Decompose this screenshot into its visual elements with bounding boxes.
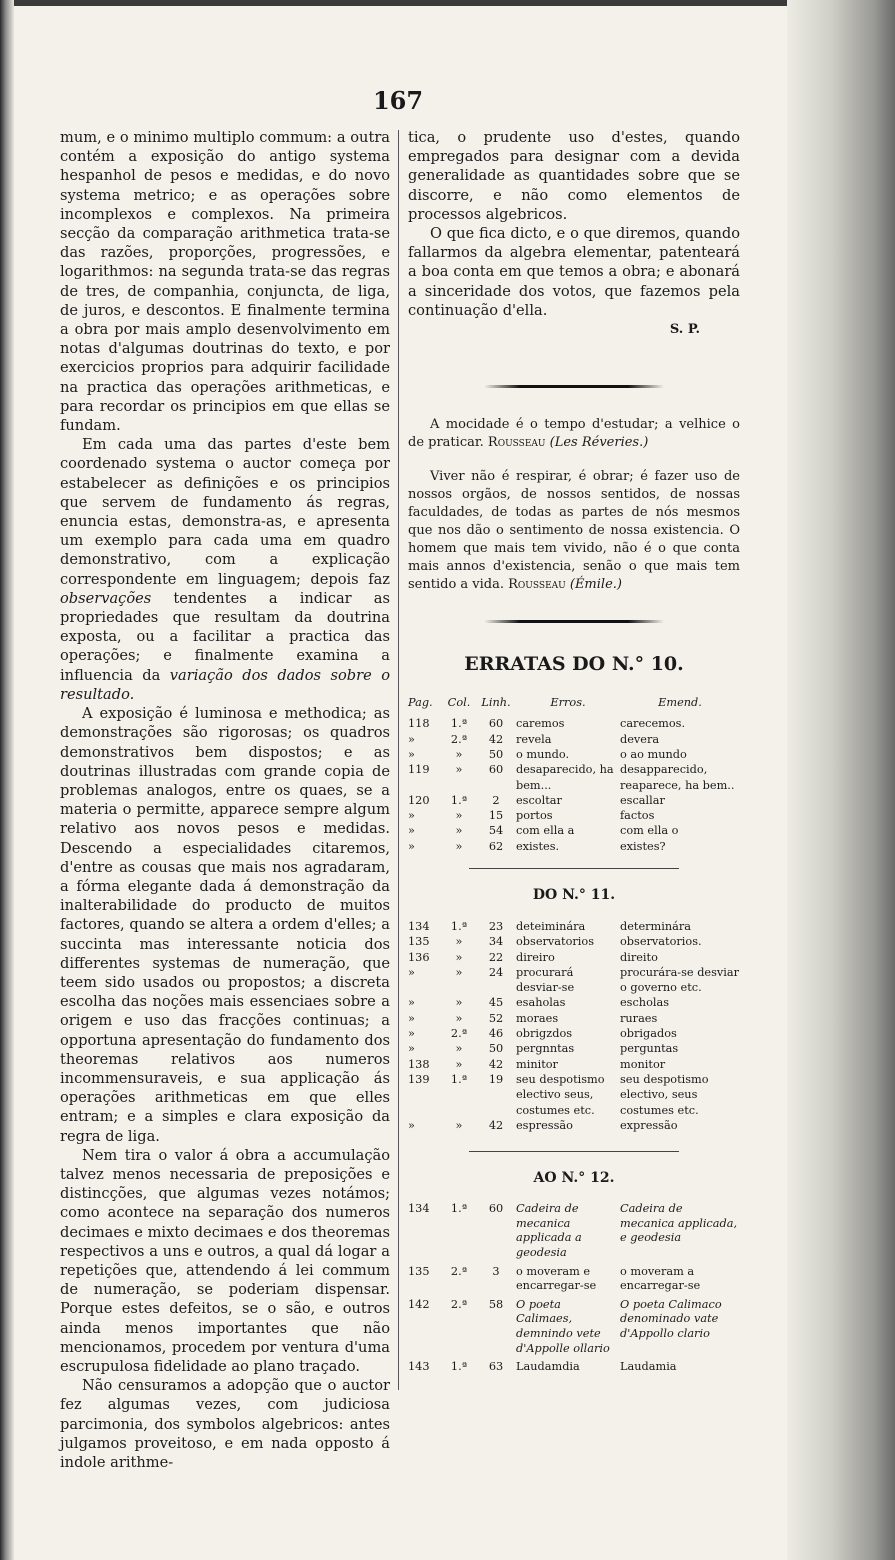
errata-n12-row [408,1265,740,1298]
errata-n11-erro: direiro [516,950,555,964]
errata-n12-linh: 60 [488,1202,504,1216]
section-rule-2 [469,1151,679,1152]
errata-n12-erro: O poeta Calimaes, demnindo vete d'Appolle ollario [516,1297,610,1355]
errata-n11-pag: » [408,1027,415,1041]
errata-n10-pag: 120 [408,793,430,807]
quote-youth [408,416,740,452]
errata-n10-linh: 50 [488,747,504,761]
errata-n10-linh: 60 [488,717,504,731]
errata-n10-emend: com ella o [620,824,679,838]
errata-n10-linh: 42 [488,732,504,746]
errata-n10-pag: » [408,732,415,746]
separator-rule-2 [484,620,664,623]
errata-n11-linh: 34 [488,935,504,949]
errata-n11-erro: observatorios [516,935,594,949]
errata-n11-row [408,934,740,949]
errata-n12-linh: 3 [492,1264,500,1278]
left-paragraph-3: A exposição é luminosa e methodica; as demonstrações são rigorosas; os quadros demonstrativos bem dispostos; e as doutrinas illustradas com grande copia de problemas analogos, entre os quaes, se a materia o permitte, apparece sempre algum relativo aos novos pesos e medidas. Descendo a especialidades citaremos, d'entre as cousas que mais nos agradaram, a fórma elegante dada á demonstração da inalterabilidade do producto de muitos factores, quando se altera a ordem d'elles; a succinta mas interessante noticia dos differentes systemas de numeração, que teem sido usados ou propostos; a discreta escolha das noções mais essenciaes sobre a origem e uso das fracções continuas; a opportuna apresentação do fundamento dos theoremas relativos aos numeros incommensuraveis, e sua applicação ás operações arithmeticas em que elles entram; e a simples e clara exposição da regra de liga. [60,705,390,1145]
errata-n10-erro: escoltar [516,793,562,807]
errata-n11-pag: » [408,1118,415,1132]
errata-n11-row [408,1118,740,1133]
quote-youth-text: A mocidade é o tempo d'estudar; a velhice o de praticar. [408,417,740,451]
errata-n10-col: 2.ª [450,732,468,746]
left-paragraph-5: Não censuramos a adopção que o auctor fez algumas vezes, com judiciosa parcimonia, dos symbolos algebricos: antes julgamos proveitoso, e em nada opposto á indole arithme- [60,1377,390,1472]
errata-n10-linh: 62 [488,839,504,853]
errata-n10-emend: devera [620,732,660,746]
errata-n10-emend: existes? [620,839,666,853]
errata-n11-linh: 19 [488,1072,504,1086]
errata-n11-pag: » [408,965,415,979]
errata-n10-col: » [455,839,463,853]
errata-n10-row [408,839,740,854]
errata-n10-pag: 118 [408,717,430,731]
page-right-edge [787,0,895,1560]
errata-n10-col: 1.ª [450,717,468,731]
errata-n11-linh: 22 [488,950,504,964]
errata-n10-linh: 60 [488,763,504,777]
right-column [408,128,740,1379]
errata-n11-row [408,950,740,965]
errata-n12-emend: Laudamia [620,1360,677,1374]
errata-n12-erro: Laudamdia [516,1360,580,1374]
quote-living [408,468,740,594]
page-number: 167 [372,86,424,115]
errata-title: ERRATAS DO N.° 10. [464,653,684,676]
errata-n10-emend: o ao mundo [620,747,687,761]
errata-n11-emend: perguntas [620,1042,679,1056]
errata-n12-row [408,1360,740,1379]
errata-n12-pag: 134 [408,1202,430,1216]
errata-n10-emend: escallar [620,793,665,807]
errata-n11-pag: » [408,996,415,1010]
errata-n10-col: » [455,763,463,777]
errata-n11-pag: 135 [408,935,430,949]
errata-n10-linh: 15 [488,809,504,823]
errata-n11-pag: 134 [408,920,430,933]
errata-n11-erro: pergnntas [516,1042,575,1056]
errata-header-row [408,695,740,716]
errata-n11-linh: 42 [488,1118,504,1132]
errata-n10-row [408,747,740,762]
errata-n10-emend: carecemos. [620,717,686,731]
errata-n11-linh: 52 [488,1011,504,1025]
errata-n11-col: 2.ª [450,1027,468,1041]
errata-n10-row [408,808,740,823]
errata-n11-row [408,1041,740,1056]
errata-n11-emend: expressão [620,1118,678,1132]
errata-n11-erro: moraes [516,1011,559,1025]
errata-n12-col: 1.ª [450,1360,468,1374]
errata-n11-erro: espressão [516,1118,573,1132]
errata-n12-col: 2.ª [450,1264,468,1278]
errata-n11-erro: seu despotismo electivo seus, costumes etc. [516,1072,605,1117]
errata-n11-pag: » [408,1011,415,1025]
quote-youth-author: Rousseau [487,435,546,451]
header-linh: Linh. [481,696,511,710]
errata-n11-row [408,1026,740,1041]
errata-n11-erro: procurará desviar-se [516,965,575,995]
errata-n11-col: 1.ª [450,1072,468,1086]
errata-n12-erro: Cadeira de mecanica applicada a geodesia [516,1202,582,1259]
errata-n10-row [408,762,740,793]
italic-phrase: variação dos dados sobre o resultado. [60,666,390,703]
errata-n11-emend: monitor [620,1057,666,1071]
errata-n11-pag: 136 [408,950,430,964]
errata-n11-linh: 24 [488,965,504,979]
errata-n10-erro: o mundo. [516,747,570,761]
errata-n10-erro: revela [516,732,552,746]
errata-n10-erro: caremos [516,717,565,731]
errata-n10-pag: » [408,809,415,823]
errata-n11-erro: deteiminára [516,920,586,933]
errata-n11-pag: 139 [408,1072,430,1086]
errata-n11-col: » [455,935,463,949]
errata-n11-col: » [455,996,463,1010]
errata-n11-col: » [455,1011,463,1025]
errata-n10-emend: desapparecido, reaparece, ha bem.. [620,763,735,792]
errata-table-n10 [408,695,740,854]
errata-n11-emend: procurára-se desviar o governo etc. [620,965,740,995]
header-pag: Pag. [408,696,433,710]
errata-n11-col: » [455,1057,463,1071]
errata-n10-row [408,716,740,731]
errata-n12-col: 1.ª [450,1202,468,1216]
errata-n12-emend: Cadeira de mecanica applicada, e geodesia [620,1202,738,1245]
errata-n11-emend: observatorios. [620,935,702,949]
errata-n12-emend: o moveram a encarregar-se [620,1264,701,1293]
errata-n10-linh: 2 [492,793,500,807]
errata-n11-emend: direito [620,950,658,964]
header-col: Col. [447,696,471,710]
errata-n10-row [408,732,740,747]
errata-n11-emend: escholas [620,996,670,1010]
errata-n10-pag: 119 [408,763,430,777]
errata-n11-col: » [455,950,463,964]
quote-living-source: (Émile.) [569,577,622,593]
errata-n11-emend: seu despotismo electivo, seus costumes etc. [620,1072,709,1117]
page-top-edge [0,0,895,6]
errata-n10-emend: factos [620,809,655,823]
errata-n12-title: AO N.° 12. [533,1170,615,1187]
errata-n12-linh: 58 [488,1297,504,1311]
header-emend: Emend. [658,696,702,710]
quote-living-text: Viver não é respirar, é obrar; é fazer uso de nossos orgãos, de nossos sentidos, de nossas faculdades, de todas as partes de nós mesmos que nos dão o sentimento de nossa existencia. O homem que mais tem vivido, não é o que conta mais annos d'existencia, senão o que mais tem sentido a vida. [408,469,740,593]
errata-n10-pag: » [408,747,415,761]
errata-n11-row [408,1057,740,1072]
errata-n12-emend: O poeta Calimaco denominado vate d'Appollo clario [620,1297,722,1340]
errata-n10-pag: » [408,839,415,853]
errata-n11-linh: 23 [488,920,504,933]
errata-n11-col: 1.ª [450,920,468,933]
separator-rule [484,385,664,388]
errata-n11-linh: 45 [488,996,504,1010]
errata-n12-col: 2.ª [450,1297,468,1311]
header-erros: Erros. [550,696,586,710]
errata-n11-col: » [455,1118,463,1132]
errata-n10-col: 1.ª [450,793,468,807]
quote-living-author: Rousseau [508,577,566,593]
errata-n11-row [408,1011,740,1026]
left-paragraph-1: mum, e o minimo multiplo commum: a outra contém a exposição do antigo systema hespanhol de pesos e medidas, e do novo systema metrico; e as operações sobre incomplexos e complexos. Na primeira secção da comparação arithmetica trata-se das razões, proporções, progressões, e logarithmos: na segunda trata-se das regras de tres, de companhia, conjuncta, de liga, de juros, e descontos. E finalmente termina a obra por mais amplo desenvolvimento em notas d'algumas doutrinas do texto, e por exercicios proprios para adquirir facilidade na practica das operações arithmeticas, e para recordar os principios em que ellas se fundam. [60,129,390,435]
errata-n11-title: DO N.° 11. [532,887,616,903]
text-run: tendentes a indicar as propriedades que resultam da doutrina exposta, ou a facilitar a practica das operações; e finalmente examina a influencia da [60,589,390,684]
errata-n11-row [408,919,740,934]
errata-n10-col: » [455,824,463,838]
errata-n10-erro: com ella a [516,824,575,838]
errata-n12-pag: 143 [408,1360,430,1374]
section-rule [469,868,679,869]
errata-n11-pag: » [408,1042,415,1056]
errata-n10-pag: » [408,824,415,838]
errata-n10-col: » [455,809,463,823]
errata-n10-erro: desaparecido, ha bem... [516,763,614,792]
errata-n11-linh: 46 [488,1027,504,1041]
errata-n11-emend: obrigados [620,1027,677,1041]
errata-n11-pag: 138 [408,1057,430,1071]
quote-youth-source: (Les Réveries.) [549,435,649,451]
left-column [60,128,390,1472]
errata-n11-col: » [455,1042,463,1056]
errata-n12-row [408,1298,740,1360]
italic-phrase: observações [60,589,152,607]
left-paragraph-2 [60,435,390,704]
errata-n11-row [408,965,740,996]
errata-n11-row [408,1072,740,1118]
errata-table-n12 [408,1202,740,1379]
text-run: Em cada uma das partes d'este bem coordenado systema o auctor começa por estabelecer as definições e os principios que servem de fundamento ás regras, enuncia estas, demonstra-as, e apresenta um exemplo para cada uma em quadro demonstrativo, com a explicação correspondente em linguagem; depois faz [60,436,390,588]
right-paragraph-1: tica, o prudente uso d'estes, quando empregados para designar com a devida generalidade as quantidades sobre que se discorre, e não como elementos de processos algebricos. [408,129,740,223]
signature: S. P. [669,322,700,338]
errata-n11-col: » [455,965,463,979]
page-left-edge [0,0,14,1560]
errata-n11-emend: ruraes [620,1011,658,1025]
errata-n12-row [408,1202,740,1264]
errata-n12-pag: 135 [408,1264,430,1278]
errata-n10-erro: portos [516,809,553,823]
errata-n10-row [408,823,740,838]
errata-n11-erro: esaholas [516,996,566,1010]
errata-n10-col: » [455,747,463,761]
right-paragraph-2: O que fica dicto, e o que diremos, quando fallarmos da algebra elementar, patenteará a boa conta em que temos a obra; e abonará a sinceridade dos votos, que fazemos pela continuação d'ella. [408,225,740,319]
errata-n11-erro: minitor [516,1057,558,1071]
errata-n11-linh: 42 [488,1057,504,1071]
errata-n11-linh: 50 [488,1042,504,1056]
errata-n12-linh: 63 [488,1360,504,1374]
errata-n11-emend: determinára [620,920,692,933]
errata-n10-erro: existes. [516,839,560,853]
errata-n10-linh: 54 [488,824,504,838]
left-paragraph-4: Nem tira o valor á obra a accumulação talvez menos necessaria de preposições e distincções, que algumas vezes notámos; como acontece na separação dos numeros decimaes e mixto decimaes e dos theoremas respectivos a uns e outros, a qual dá logar a repetições que, attendendo á lei commum de numeração, se poderiam dispensar. Porque estes defeitos, se o são, e outros ainda menos importantes que não mencionamos, procedem por ventura d'uma escrupulosa fidelidade ao plano traçado. [60,1146,390,1375]
errata-n11-erro: obrigzdos [516,1027,573,1041]
errata-n12-erro: o moveram e encarregar-se [516,1264,597,1293]
errata-n12-pag: 142 [408,1297,430,1311]
errata-n11-row [408,995,740,1010]
errata-table-n11 [408,919,740,1133]
column-divider [398,130,399,1390]
errata-n10-row [408,793,740,808]
